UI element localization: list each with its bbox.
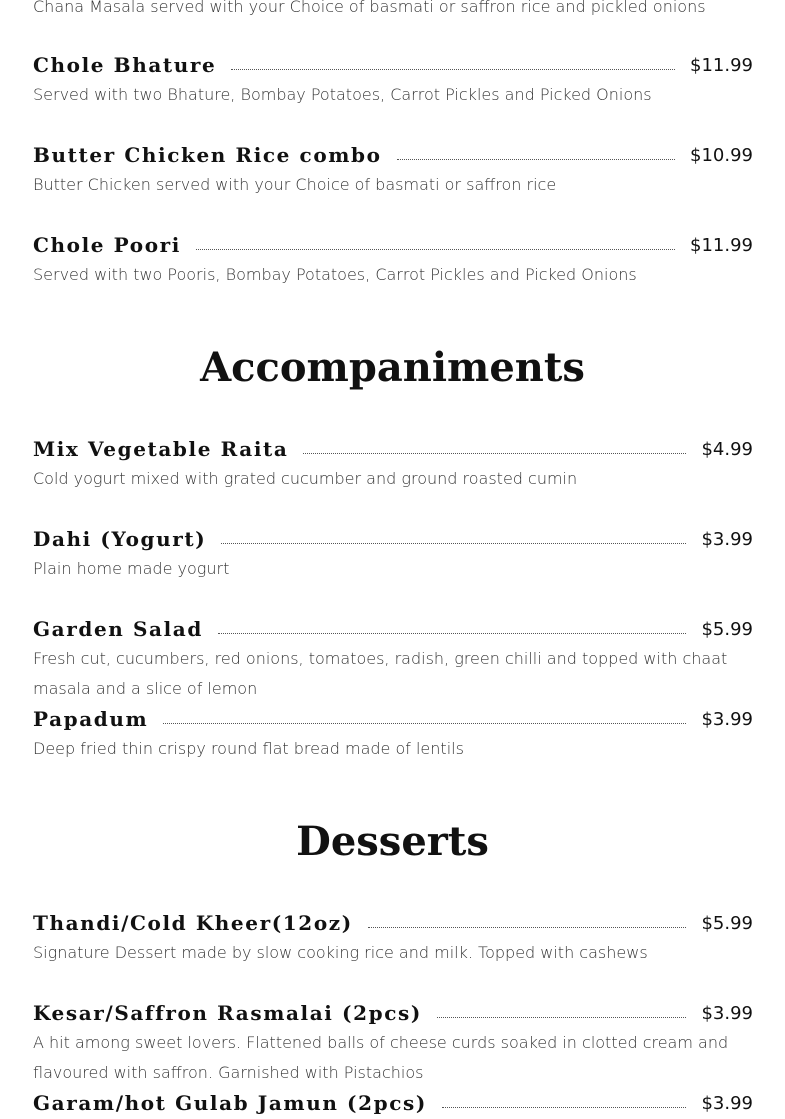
item-description: Served with two Pooris, Bombay Potatoes, Carrot Pickles and Picked Onions bbox=[33, 265, 637, 284]
item-name: Kesar/Saffron Rasmalai (2pcs) bbox=[33, 1001, 422, 1025]
dotted-leader bbox=[221, 543, 686, 544]
dotted-leader bbox=[368, 927, 687, 928]
menu-item-garden-salad bbox=[33, 614, 753, 644]
item-description: A hit among sweet lovers. Flattened balls of cheese curds soaked in clotted cream and flavoured with saffron. Garnished with Pistachios bbox=[33, 1033, 729, 1082]
menu-item-mix-vegetable-raita bbox=[33, 434, 753, 464]
item-price: $5.99 bbox=[701, 912, 753, 934]
item-name: Garden Salad bbox=[33, 617, 203, 641]
item-description: Chana Masala served with your Choice of basmati or saffron rice and pickled onions bbox=[33, 0, 706, 16]
item-description: Cold yogurt mixed with grated cucumber and ground roasted cumin bbox=[33, 469, 578, 488]
item-name: Garam/hot Gulab Jamun (2pcs) bbox=[33, 1091, 427, 1115]
dotted-leader bbox=[196, 249, 675, 250]
menu-item-saffron-rasmalai bbox=[33, 998, 753, 1028]
item-name: Chole Bhature bbox=[33, 53, 217, 77]
item-price: $10.99 bbox=[690, 144, 753, 166]
menu-item-chole-poori bbox=[33, 230, 753, 260]
item-price: $5.99 bbox=[701, 618, 753, 640]
item-name: Butter Chicken Rice combo bbox=[33, 143, 382, 167]
menu-item-papadum bbox=[33, 704, 753, 734]
menu-item-butter-chicken-rice-combo bbox=[33, 140, 753, 170]
item-name: Dahi (Yogurt) bbox=[33, 527, 207, 551]
item-price: $3.99 bbox=[701, 708, 753, 730]
item-price: $11.99 bbox=[690, 234, 753, 256]
menu-item-dahi-yogurt bbox=[33, 524, 753, 554]
section-title-desserts: Desserts bbox=[296, 818, 489, 865]
menu-item-chole-bhature bbox=[33, 50, 753, 80]
item-price: $3.99 bbox=[701, 528, 753, 550]
menu-item-cold-kheer bbox=[33, 908, 753, 938]
item-description: Plain home made yogurt bbox=[33, 559, 230, 578]
item-name: Thandi/Cold Kheer(12oz) bbox=[33, 911, 353, 935]
dotted-leader bbox=[231, 69, 675, 70]
item-name: Mix Vegetable Raita bbox=[33, 437, 289, 461]
menu-item-gulab-jamun bbox=[33, 1088, 753, 1118]
item-description: Fresh cut, cucumbers, red onions, tomatoes, radish, green chilli and topped with chaat masala and a slice of lemon bbox=[33, 649, 728, 698]
dotted-leader bbox=[442, 1107, 687, 1108]
item-name: Papadum bbox=[33, 707, 149, 731]
dotted-leader bbox=[437, 1017, 687, 1018]
section-title-accompaniments: Accompaniments bbox=[200, 344, 585, 391]
item-price: $11.99 bbox=[690, 54, 753, 76]
item-price: $3.99 bbox=[701, 1002, 753, 1024]
item-description: Served with two Bhature, Bombay Potatoes, Carrot Pickles and Picked Onions bbox=[33, 85, 652, 104]
item-name: Chole Poori bbox=[33, 233, 182, 257]
dotted-leader bbox=[303, 453, 686, 454]
dotted-leader bbox=[163, 723, 686, 724]
dotted-leader bbox=[397, 159, 675, 160]
item-price: $3.99 bbox=[701, 1092, 753, 1114]
item-description: Deep fried thin crispy round flat bread made of lentils bbox=[33, 739, 464, 758]
item-description: Butter Chicken served with your Choice of basmati or saffron rice bbox=[33, 175, 557, 194]
dotted-leader bbox=[218, 633, 687, 634]
item-price: $4.99 bbox=[701, 438, 753, 460]
item-description: Signature Dessert made by slow cooking rice and milk. Topped with cashews bbox=[33, 943, 648, 962]
